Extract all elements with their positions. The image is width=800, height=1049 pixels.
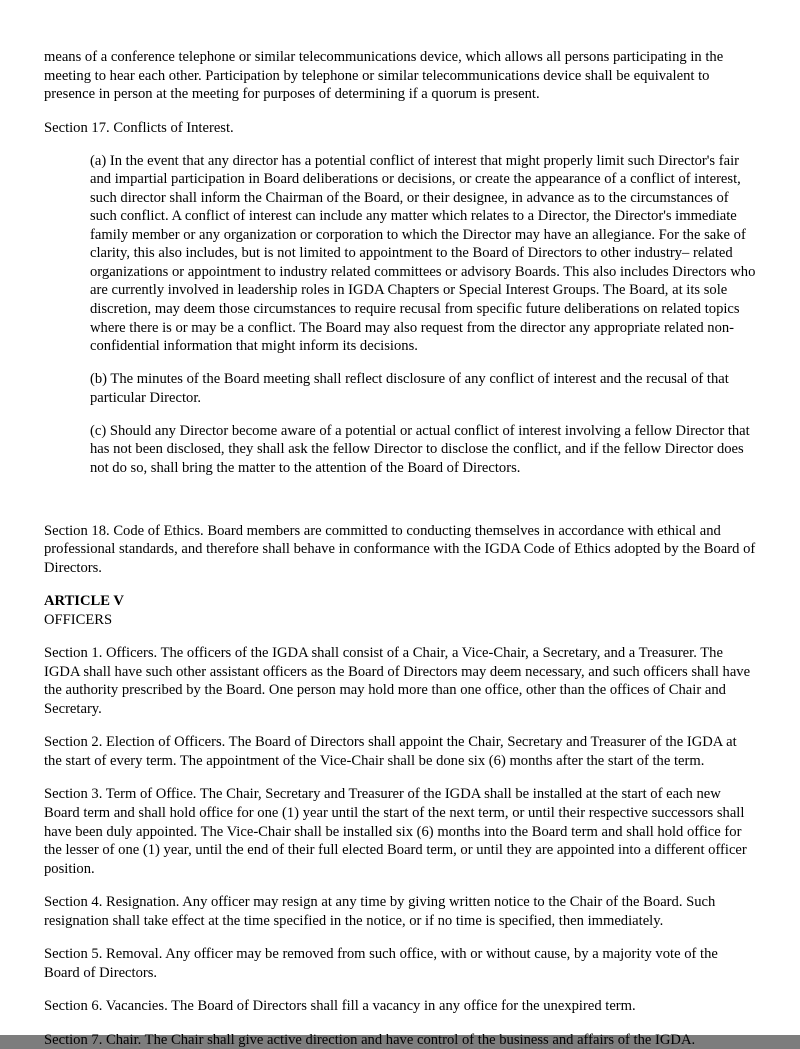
section-7-chair: Section 7. Chair. The Chair shall give active direction and have control of the business and affairs of the IGDA. [44,1031,696,1048]
section-2-election-of-officers: Section 2. Election of Officers. The Board of Directors shall appoint the Chair, Secretary and Treasurer of the IGDA at the start of every term. The appointment of the Vice-Chair shall be done six (6) months after the start of the term. [44,734,737,769]
paragraph-spacer [44,492,756,507]
paragraph-telephone-participation: means of a conference telephone or similar telecommunications device, which allows all persons participating in the meeting to hear each other. Participation by telephone or similar telecommunications device shall be equivalent to presence in person at the meeting for purposes of determining if a quorum is present. [44,49,724,103]
article-v-heading: ARTICLE V [44,593,124,610]
section-4-resignation: Section 4. Resignation. Any officer may resign at any time by giving written notice to the Chair of the Board. Such resignation shall take effect at the time specified in the notice, or if no time is specified, then immediately. [44,894,716,929]
section-18-code-of-ethics: Section 18. Code of Ethics. Board members are committed to conducting themselves in accordance with ethical and professional standards, and therefore shall behave in conformance with the IGDA Code of Ethics adopted by the Board of Directors. [44,522,756,576]
section-17-clause-b: (b) The minutes of the Board meeting shall reflect disclosure of any conflict of interest and the recusal of that particular Director. [90,371,729,406]
document-body [44,48,756,1049]
section-3-term-of-office: Section 3. Term of Office. The Chair, Secretary and Treasurer of the IGDA shall be installed at the start of each new Board term and shall hold office for one (1) year until the start of the next term, or until their respective successors shall have been duly appointed. The Vice-Chair shall be installed six (6) months into the Board term and shall hold office for the lesser of one (1) year, until the end of their full elected Board term, or until they are appointed into a different officer position. [44,786,747,877]
section-17-clause-c: (c) Should any Director become aware of a potential or actual conflict of interest involving a fellow Director that has not been disclosed, they shall ask the fellow Director to disclose the conflict, and if the fellow Director does not do so, shall bring the matter to the attention of the Board of Directors. [90,422,750,476]
section-17-conflicts-of-interest: Section 17. Conflicts of Interest. [44,119,234,136]
section-1-officers: Section 1. Officers. The officers of the IGDA shall consist of a Chair, a Vice-Chair, a Secretary, and a Treasurer. The IGDA shall have such other assistant officers as the Board of Directors may deem necessary, and such officers shall have the authority prescribed by the Board. One person may hold more than one office, other than the offices of Chair and Secretary. [44,645,751,717]
article-v-subheading: OFFICERS [44,611,113,628]
section-5-removal: Section 5. Removal. Any officer may be removed from such office, with or without cause, by a majority vote of the Board of Directors. [44,946,718,981]
section-17-clause-a: (a) In the event that any director has a potential conflict of interest that might properly limit such Director's fair and impartial participation in Board deliberations or decisions, or create the appearance of a conflict of interest, such director shall inform the Chairman of the Board, or their designee, in advance as to the circumstances of such conflict. A conflict of interest can include any matter which relates to a Director, the Director's immediate family member or any organization or corporation to which the Director may have an allegiance. For the sake of clarity, this also includes, but is not limited to appointment to the Board of Directors to other industry– related organizations or appointment to industry related committees or advisory Boards. This also includes Directors who are currently involved in leadership roles in IGDA Chapters or Special Interest Groups. The Board, at its sole discretion, may deem those circumstances to require recusal from specific future deliberations on related topics where there is or may be a conflict. The Board may also request from the director any appropriate related non-confidential information that might inform its decisions. [90,152,756,355]
section-6-vacancies: Section 6. Vacancies. The Board of Directors shall fill a vacancy in any office for the unexpired term. [44,998,636,1015]
